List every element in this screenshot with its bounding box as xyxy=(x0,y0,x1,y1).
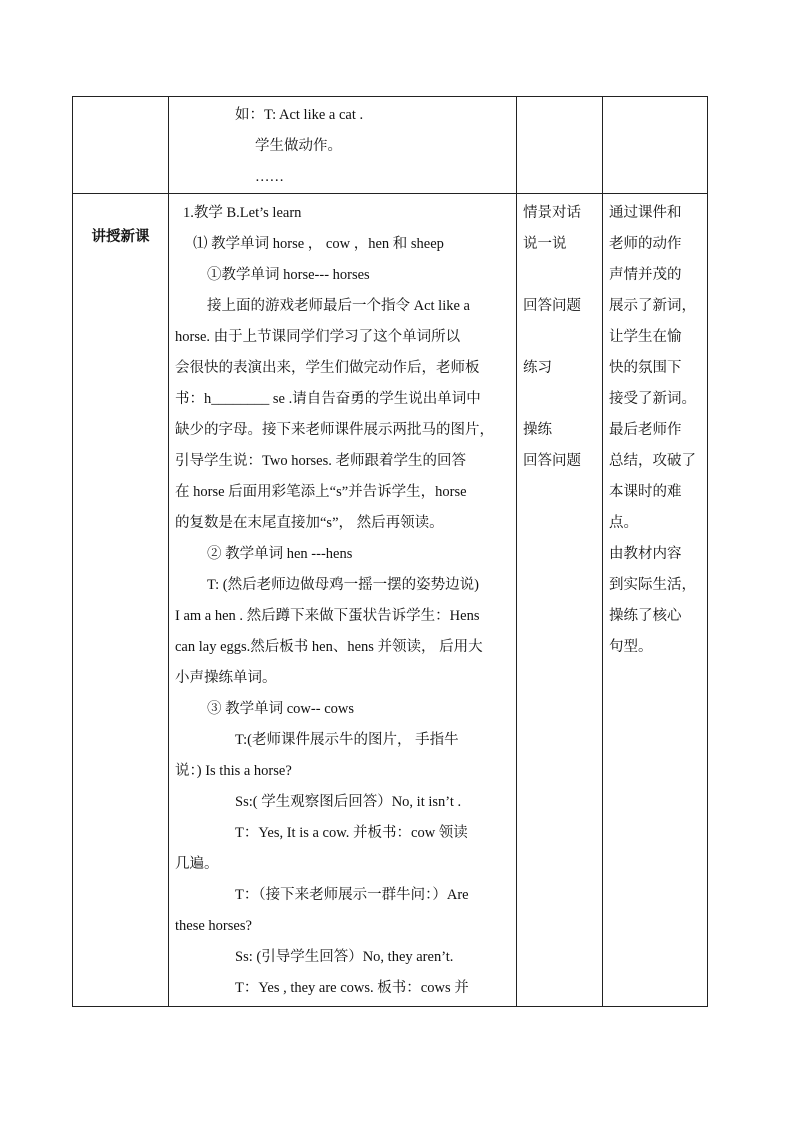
content-line: ② 教学单词 hen ---hens xyxy=(207,546,353,562)
content-line: 会很快的表演出来，学生们做完动作后，老师板 xyxy=(175,360,480,376)
content-line: T:(老师课件展示牛的图片， 手指牛 xyxy=(235,732,459,748)
stage-label: 讲授新课 xyxy=(91,229,150,245)
activity-cell-empty xyxy=(517,97,603,194)
purpose-line: 快的氛围下 xyxy=(609,360,682,376)
activity-line: 回答问题 xyxy=(523,453,581,469)
content-line: ⑴ 教学单词 horse ， cow ，hen 和 sheep xyxy=(193,236,444,252)
content-line: 书：h________ se .请自告奋勇的学生说出单词中 xyxy=(175,391,481,407)
content-line: T: (然后老师边做母鸡一摇一摆的姿势边说) xyxy=(207,577,479,593)
content-line: 的复数是在末尾直接加“s”， 然后再领读。 xyxy=(175,515,444,531)
content-line: can lay eggs.然后板书 hen、hens 并领读， 后用大 xyxy=(175,639,483,655)
stage-cell-empty xyxy=(73,97,169,194)
content-line: 如：T: Act like a cat . xyxy=(235,107,364,123)
purpose-line: 声情并茂的 xyxy=(609,267,682,283)
content-line: I am a hen . 然后蹲下来做下蛋状告诉学生：Hens xyxy=(175,608,480,624)
content-line: 学生做动作。 xyxy=(255,138,342,154)
activity-line: 说一说 xyxy=(523,236,567,252)
content-line: T：（接下来老师展示一群牛问：）Are xyxy=(235,887,469,903)
purpose-cell-empty xyxy=(603,97,708,194)
purpose-line: 接受了新词。 xyxy=(609,391,696,407)
purpose-line: 展示了新词， xyxy=(609,298,696,314)
purpose-line: 通过课件和 xyxy=(609,205,682,221)
content-line: horse. 由于上节课同学们学习了这个单词所以 xyxy=(175,329,461,345)
activity-line: 练习 xyxy=(523,360,552,376)
purpose-line: 最后老师作 xyxy=(609,422,682,438)
content-line: 在 horse 后面用彩笔添上“s”并告诉学生，horse xyxy=(175,484,467,500)
content-line: 接上面的游戏老师最后一个指令 Act like a xyxy=(207,298,470,314)
activity-cell xyxy=(517,194,603,1007)
purpose-line: 点。 xyxy=(609,515,638,531)
content-line: Ss: (引导学生回答）No, they aren’t. xyxy=(235,949,454,965)
content-line: 1.教学 B.Let’s learn xyxy=(183,205,302,221)
table-row xyxy=(73,194,708,1007)
activity-line: 回答问题 xyxy=(523,298,581,314)
content-line: 缺少的字母。接下来老师课件展示两批马的图片， xyxy=(175,422,494,438)
content-line: these horses? xyxy=(175,918,252,934)
content-line: ③ 教学单词 cow-- cows xyxy=(207,701,354,717)
content-line: T：Yes , they are cows. 板书：cows 并 xyxy=(235,980,469,996)
purpose-line: 到实际生活， xyxy=(609,577,696,593)
content-cell xyxy=(169,194,517,1007)
content-line: ①教学单词 horse--- horses xyxy=(207,267,370,283)
content-line: 小声操练单词。 xyxy=(175,670,277,686)
content-cell xyxy=(169,97,517,194)
purpose-line: 让学生在愉 xyxy=(609,329,682,345)
activity-line: 操练 xyxy=(523,422,552,438)
purpose-line: 操练了核心 xyxy=(609,608,682,624)
purpose-line: 本课时的难 xyxy=(609,484,682,500)
stage-cell xyxy=(73,194,169,1007)
content-line: Ss:( 学生观察图后回答）No, it isn’t . xyxy=(235,794,462,810)
purpose-line: 老师的动作 xyxy=(609,236,682,252)
content-line: …… xyxy=(255,169,284,185)
content-line: T：Yes, It is a cow. 并板书：cow 领读 xyxy=(235,825,468,841)
purpose-line: 由教材内容 xyxy=(609,546,682,562)
purpose-line: 句型。 xyxy=(609,639,653,655)
activity-line: 情景对话 xyxy=(523,205,581,221)
content-line: 引导学生说：Two horses. 老师跟着学生的回答 xyxy=(175,453,466,469)
content-line: 说：) Is this a horse? xyxy=(175,763,292,779)
table-row xyxy=(73,97,708,194)
purpose-line: 总结，攻破了 xyxy=(609,453,696,469)
purpose-cell xyxy=(603,194,708,1007)
content-line: 几遍。 xyxy=(175,856,219,872)
lesson-plan-table xyxy=(72,96,708,1007)
